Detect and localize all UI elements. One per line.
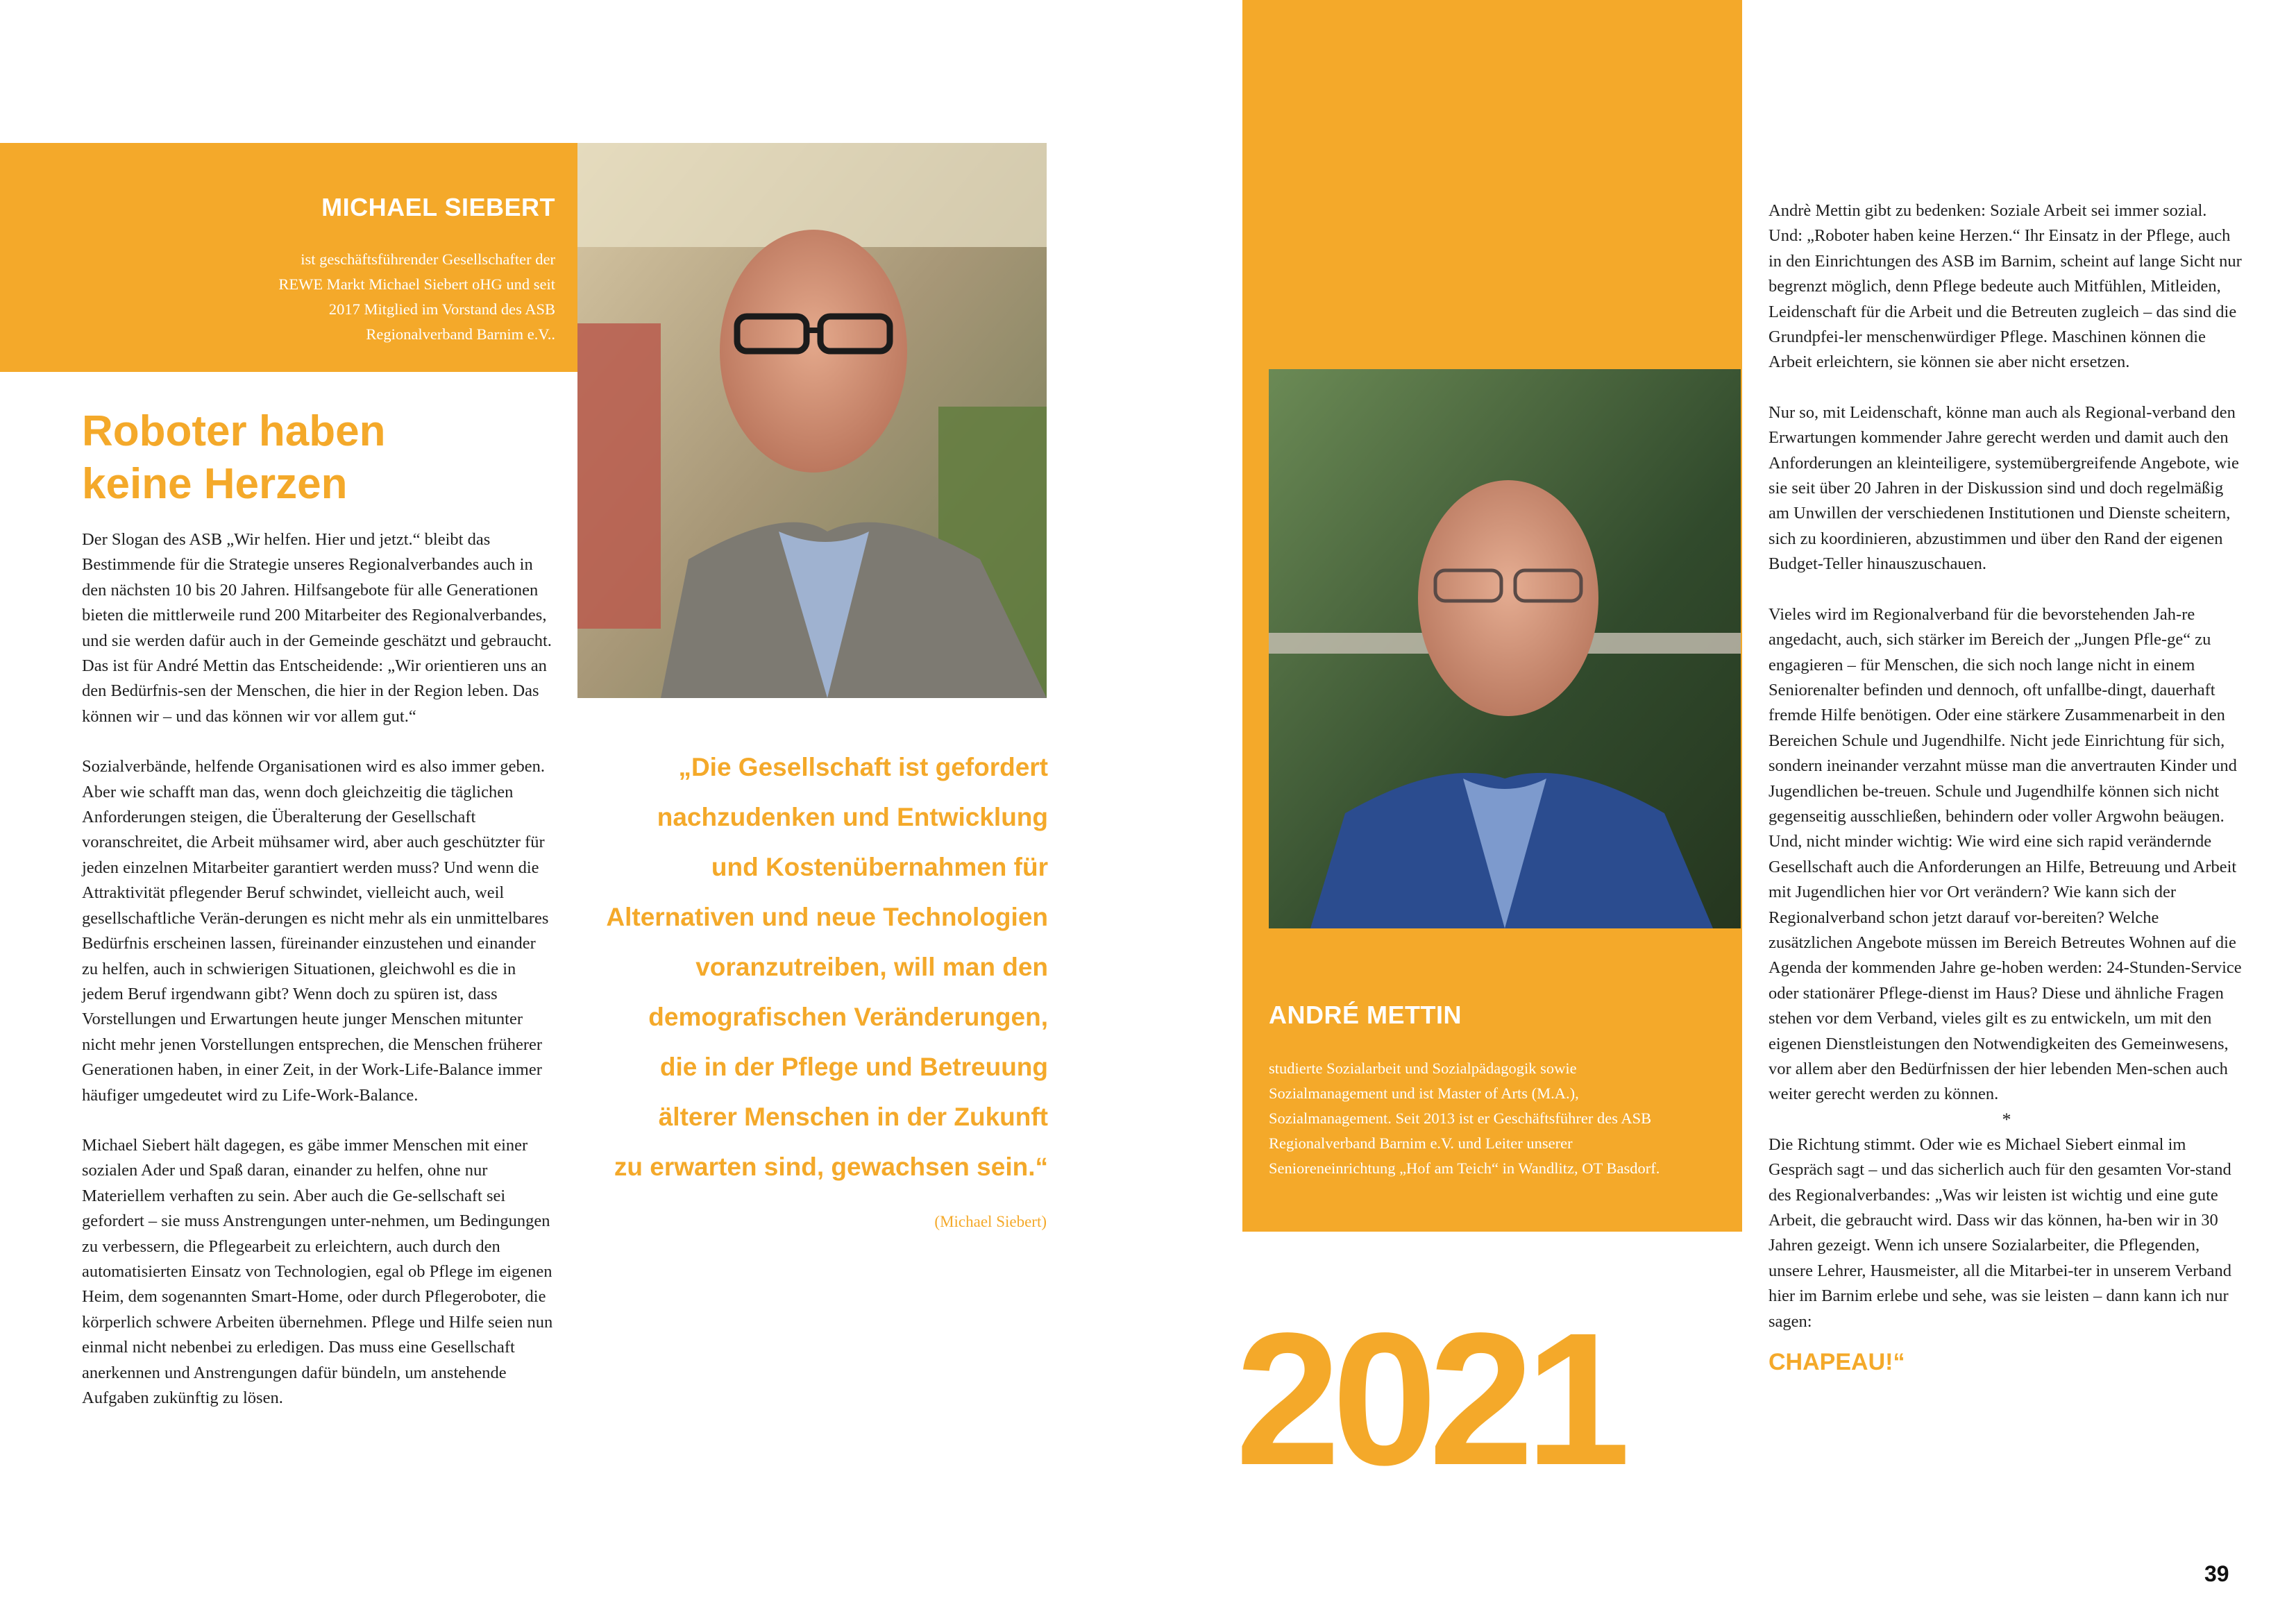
portrait-image xyxy=(1269,369,1741,928)
quote-line: älterer Menschen in der Zukunft xyxy=(658,1103,1048,1131)
profile-name: ANDRÉ METTIN xyxy=(1269,1001,1462,1029)
article-headline xyxy=(82,405,385,511)
photo-andre-mettin xyxy=(1269,369,1741,928)
quote-line: zu erwarten sind, gewachsen sein.“ xyxy=(614,1153,1048,1181)
headline-line-2: keine Herzen xyxy=(82,460,348,508)
portrait-image xyxy=(577,143,1047,698)
profile-name: MICHAEL SIEBERT xyxy=(321,193,555,221)
paragraph: Vieles wird im Regionalverband für die bevorstehenden Jah-re angedacht, auch, sich stärker im Bereich der „Jungen Pfle-ge“ zu engagieren – für Menschen, die sich noch lange nicht in einem Seniorenalter befinden und dennoch, oft unfallbe-dingt, dauerhaft fremde Hilfe benötigen. Oder eine stärkere Zusammenarbeit in den Bereichen Schule und Jugendhilfe. Nicht jede Einrichtung für sich, sondern ineinander verzahnt müsse man die anvertrauten Kinder und Jugendlichen be-treuen. Schule und Jugendhilfe können sich nicht gegenseitig ausschließen, behindern oder voller Argwohn beäugen. Und, nicht minder wichtig: Wie wird eine sich rapid verändernde Gesellschaft auch die Anforderungen an Hilfe, Betreuung und Arbeit mit Jugendlichen hier vor Ort verändern? Wie kann sich der Regionalverband schon jetzt darauf vor-bereiten? Welche zusätzlichen Angebote müssen im Bereich Betreutes Wohnen auf die Agenda der kommenden Jahre ge-hoben werden: 24-Stunden-Service oder stationärer Pflege-dienst im Haus? Diese und ähnliche Fragen stehen vor dem Verband, vieles gilt es zu entwickeln, um mit den eigenen Dienstleistungen den Notwendigkeiten des Gemeinwesens, vor allem aber den Bedürfnissen der hier lebenden Men-schen auch weiter gerecht werden zu können. xyxy=(1769,604,2242,1104)
article-column-left xyxy=(82,527,554,1411)
photo-michael-siebert xyxy=(577,143,1047,698)
profile-bio: ist geschäftsführender Gesellschafter der REWE Markt Michael Siebert oHG und seit 2017 Mitglied im Vorstand des ASB Regionalverband Barnim e.V.. xyxy=(278,250,555,343)
quote-line: und Kostenübernahmen für xyxy=(711,853,1048,881)
quote-line: nachzudenken und Entwicklung xyxy=(657,803,1048,831)
section-separator: * xyxy=(2002,1109,2011,1130)
paragraph: Sozialverbände, helfende Organisationen wird es also immer geben. Aber wie schafft man das, wenn doch gleichzeitig die täglichen Anforderungen steigen, die Überalterung der Gesellschaft voranschreitet, die Arbeit mühsamer wird, aber auch geschützter für jeden einzelnen Mitarbeiter garantiert werden muss? Und wenn die Attraktivität pflegender Beruf schwindet, vielleicht auch, weil gesellschaftliche Verän-derungen es nicht mehr als ein unmittelbares Bedürfnis erscheinen lassen, füreinander einzustehen und einander zu helfen, auch in schwierigen Situationen, gleichwohl es die in jedem Beruf irgendwann gibt? Wenn doch zu spüren ist, dass Vorstellungen und Erwartungen heute junger Menschen mitunter nicht mehr jenen Vorstellungen entsprechen, die Menschen früherer Generationen haben, in einer Zeit, in der Work-Life-Balance immer häufiger umgedeutet wird zu Life-Work-Balance. xyxy=(82,757,549,1105)
headline-line-1: Roboter haben xyxy=(82,407,386,455)
quote-line: demografischen Veränderungen, xyxy=(648,1003,1048,1031)
closing-exclamation: CHAPEAU!“ xyxy=(1769,1349,1905,1376)
profile-bio: studierte Sozialarbeit und Sozialpädagogik sowie Sozialmanagement und ist Master of Arts (M.A.), Sozialmanagement. Seit 2013 ist er Geschäftsführer des ASB Regionalverband Barnim e.V. und Leiter unserer Senioreneinrichtung „Hof am Teich“ in Wandlitz, OT Basdorf. xyxy=(1269,1060,1660,1177)
page-number: 39 xyxy=(2204,1561,2229,1586)
quote-line: Alternativen und neue Technologien xyxy=(606,903,1048,931)
article-column-right xyxy=(1769,198,2245,1380)
paragraph: Andrè Mettin gibt zu bedenken: Soziale Arbeit sei immer sozial. Und: „Roboter haben keine Herzen.“ Ihr Einsatz in der Pflege, auch in den Einrichtungen des ASB im Barnim, scheint auf lange Sicht nur begrenzt möglich, denn Pflege bedeute auch Mitfühlen, Mitleiden, Leidenschaft für die Arbeit und die Betreuten zugleich – das sind die Grundpfei-ler menschenwürdiger Pflege. Maschinen können die Arbeit erleichtern, sie können sie aber nicht ersetzen. xyxy=(1769,201,2242,372)
quote-line: voranzutreiben, will man den xyxy=(695,953,1048,981)
profile-box-michael-siebert xyxy=(0,143,577,372)
quote-line: „Die Gesellschaft ist gefordert xyxy=(678,753,1048,781)
quote-source: (Michael Siebert) xyxy=(934,1213,1047,1230)
paragraph: Die Richtung stimmt. Oder wie es Michael Siebert einmal im Gespräch sagt – und das sicherlich auch für den gesamten Vor-stand des Regionalverbandes: „Was wir leisten ist wichtig und eine gute Arbeit, die gebraucht wird. Dass wir das können, ha-ben wir in 30 Jahren gezeigt. Wenn ich unsere Sozialarbeiter, die Pflegenden, unsere Lehrer, Hausmeister, all die Mitarbei-ter in unserem Verband hier im Barnim erlebe und sehe, was sie leisten – dann kann ich nur sagen: xyxy=(1769,1135,2232,1331)
paragraph: Michael Siebert hält dagegen, es gäbe immer Menschen mit einer sozialen Ader und Spaß daran, einander zu helfen, ohne nur Materiellem verhaften zu sein. Aber auch die Ge-sellschaft sei gefordert – sie muss Anstrengungen unter-nehmen, um Bedingungen zu verbessern, die Pflegearbeit zu erleichtern, auch durch den automatisierten Einsatz von Technologien, egal ob Pflege im eigenen Heim, dem sogenannten Smart-Home, oder durch Pflegeroboter, die körperlich schwere Arbeiten übernehmen. Pflege und Hilfe seien nun einmal nicht nebenbei zu erledigen. Das muss eine Gesellschaft anerkennen und Anstrengungen dafür bündeln, um anstehende Aufgaben zukünftig zu lösen. xyxy=(82,1135,553,1407)
pull-quote xyxy=(576,742,1048,1192)
quote-line: die in der Pflege und Betreuung xyxy=(659,1053,1048,1081)
paragraph: Der Slogan des ASB „Wir helfen. Hier und jetzt.“ bleibt das Bestimmende für die Strategie unseres Regionalverbandes auch in den nächsten 10 bis 20 Jahren. Hilfsangebote für alle Generationen bieten die mittlerweile rund 200 Mitarbeiter des Regionalverbandes, und sie werden dafür auch in der Gemeinde geschätzt und gebraucht. Das ist für André Mettin das Entscheidende: „Wir orientieren uns an den Bedürfnis-sen der Menschen, die hier in der Region leben. Das können wir – und das können wir vor allem gut.“ xyxy=(82,530,552,726)
year-display: 2021 xyxy=(1235,1293,1623,1504)
paragraph: Nur so, mit Leidenschaft, könne man auch als Regional-verband den Erwartungen kommender Jahre gerecht werden und damit auch den Anforderungen an kleinteiligere, systemübergreifende Angebote, wie sie seit über 20 Jahren in der Diskussion sind und doch regelmäßig am Unwillen der verschiedenen Institutionen und Dienste scheitern, sich zu koordinieren, abzustimmen und über den Rand der eigenen Budget-Teller hinauszuschauen. xyxy=(1769,402,2239,574)
